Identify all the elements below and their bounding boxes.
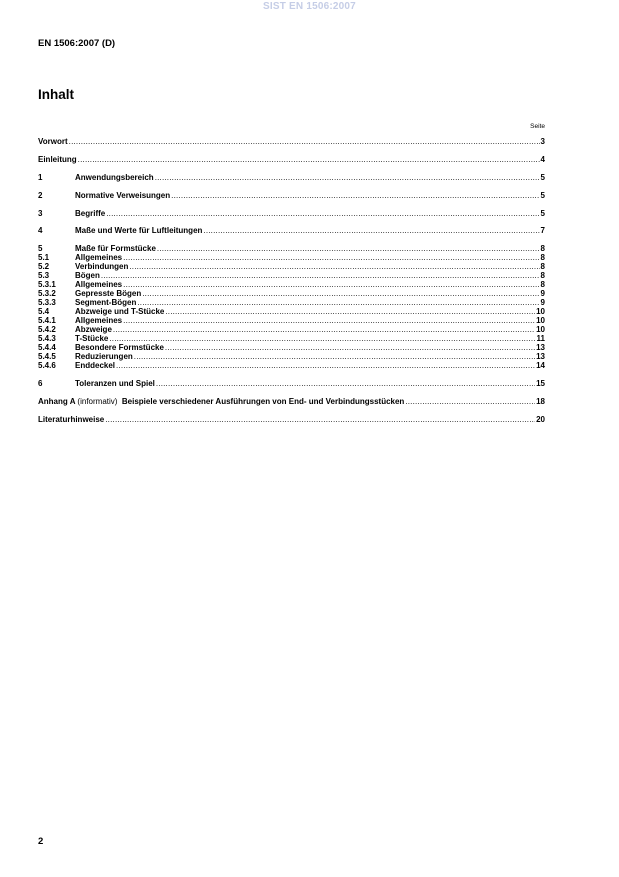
toc-entry-annex-title: Beispiele verschiedener Ausführungen von End- und Verbindungsstücken [121, 397, 405, 407]
toc-entry-number: 5.4.2 [38, 325, 56, 335]
toc-entry-page: 11 [536, 334, 545, 344]
dot-leader [142, 289, 539, 298]
toc-entry[interactable] [38, 361, 545, 370]
dot-leader [165, 343, 535, 352]
toc-entry-number: 3 [38, 208, 43, 218]
toc-entry-title-text: T-Stücke [75, 334, 109, 344]
toc-entry-title-text: Toleranzen und Spiel [75, 379, 155, 389]
dot-leader [129, 262, 539, 271]
toc-entry-page: 20 [536, 415, 545, 425]
toc-entry[interactable] [38, 244, 545, 253]
toc-entry[interactable] [38, 173, 545, 182]
toc-entry-title-text: Normative Verweisungen [75, 190, 171, 200]
toc-entry-number: 1 [38, 172, 43, 182]
toc-entry[interactable] [38, 137, 545, 146]
toc-entry-number: 5.4 [38, 307, 50, 317]
toc-entry-page: 3 [540, 137, 545, 146]
toc-entry-number: 5 [38, 244, 43, 254]
toc-entry-title [38, 415, 104, 424]
watermark: SIST EN 1506:2007 [263, 1, 356, 12]
dot-leader [134, 352, 535, 361]
toc-entry-title [75, 226, 202, 235]
toc-entry-title-text: Abzweige [75, 325, 112, 335]
toc-entry-title [38, 397, 404, 406]
toc-entry-title-text: Anhang A [38, 397, 76, 407]
toc-entry-title [38, 137, 68, 146]
toc-entry-title [75, 361, 115, 370]
toc-entry-title-text: Allgemeines [75, 253, 123, 263]
toc-entry-page: 9 [540, 298, 545, 308]
toc-entry-title [75, 298, 136, 307]
toc-entry-number: 5.3.1 [38, 280, 56, 290]
toc-entry-number: 5.4.6 [38, 361, 56, 371]
dot-leader [101, 271, 540, 280]
page-title: Inhalt [38, 87, 74, 102]
dot-leader [123, 253, 539, 262]
toc-entry-title [75, 316, 122, 325]
table-of-contents [38, 137, 545, 424]
toc-entry-number: 5.4.3 [38, 334, 56, 344]
dot-leader [157, 244, 540, 253]
toc-entry-page: 9 [540, 289, 545, 299]
toc-entry-title [75, 253, 122, 262]
dot-leader [106, 209, 539, 218]
dot-leader [116, 361, 535, 370]
toc-entry-page: 8 [540, 244, 545, 254]
dot-leader [69, 137, 540, 146]
toc-entry-title [75, 173, 154, 182]
dot-leader [165, 307, 535, 316]
toc-entry-title-text: Begriffe [75, 208, 106, 218]
toc-entry[interactable] [38, 325, 545, 334]
toc-entry-page: 10 [536, 307, 545, 317]
toc-entry-title-text: Vorwort [38, 137, 68, 146]
toc-entry-title-text: Verbindungen [75, 262, 129, 272]
toc-entry-page: 13 [536, 352, 545, 362]
toc-entry-title-text: Maße und Werte für Luftleitungen [75, 226, 203, 236]
toc-entry-title-text: Gepresste Bögen [75, 289, 142, 299]
toc-entry-page: 7 [540, 226, 545, 236]
toc-entry[interactable] [38, 155, 545, 164]
toc-entry-page: 8 [540, 271, 545, 281]
toc-entry-title [75, 307, 164, 316]
toc-entry-number: 5.3.2 [38, 289, 56, 299]
document-id: EN 1506:2007 (D) [38, 38, 116, 49]
toc-entry-number: 5.3.3 [38, 298, 56, 308]
toc-entry[interactable] [38, 253, 545, 262]
toc-entry-page: 13 [536, 343, 545, 353]
toc-entry-page: 5 [540, 208, 545, 218]
toc-entry-title [75, 289, 141, 298]
dot-leader [123, 280, 539, 289]
dot-leader [113, 325, 535, 334]
toc-entry-title-text: Maße für Formstücke [75, 244, 156, 254]
toc-entry-title [75, 343, 164, 352]
toc-entry-number: 2 [38, 190, 43, 200]
toc-entry-number: 4 [38, 226, 43, 236]
toc-entry-title-text: Allgemeines [75, 316, 123, 326]
dot-leader [78, 155, 540, 164]
toc-entry-page: 5 [540, 190, 545, 200]
toc-entry-number: 6 [38, 379, 43, 389]
toc-entry[interactable] [38, 271, 545, 280]
dot-leader [137, 298, 539, 307]
toc-entry[interactable] [38, 343, 545, 352]
toc-entry-title [75, 280, 122, 289]
toc-entry-title-text: Reduzierungen [75, 352, 133, 362]
toc-entry-title-text: Enddeckel [75, 361, 116, 371]
dot-leader [123, 316, 535, 325]
toc-entry-page: 5 [540, 172, 545, 182]
toc-entry-title [75, 271, 100, 280]
dot-leader [171, 191, 539, 200]
toc-entry[interactable] [38, 334, 545, 343]
toc-entry-title-text: Besondere Formstücke [75, 343, 164, 353]
toc-entry-annex-type: (informativ) [77, 397, 118, 407]
toc-entry-title [75, 262, 128, 271]
toc-entry-title-text: Abzweige und T-Stücke [75, 307, 165, 317]
toc-entry-title [75, 325, 112, 334]
toc-entry-title [38, 155, 77, 164]
dot-leader [155, 173, 540, 182]
toc-entry-page: 15 [536, 379, 545, 389]
toc-entry-page: 8 [540, 253, 545, 263]
toc-entry-title [75, 379, 155, 388]
dot-leader [105, 415, 535, 424]
dot-leader [109, 334, 535, 343]
toc-entry-page: 18 [536, 397, 545, 407]
toc-entry[interactable] [38, 298, 545, 307]
toc-entry-title [75, 191, 170, 200]
toc-entry[interactable] [38, 397, 545, 406]
toc-entry[interactable] [38, 209, 545, 218]
toc-entry-title [75, 334, 108, 343]
toc-entry-page: 4 [540, 154, 545, 164]
toc-entry[interactable] [38, 415, 545, 424]
toc-entry[interactable] [38, 226, 545, 235]
toc-entry-title [75, 352, 133, 361]
toc-entry-page: 10 [536, 316, 545, 326]
toc-entry-title-text: Allgemeines [75, 280, 123, 290]
toc-entry[interactable] [38, 289, 545, 298]
toc-entry-number: 5.1 [38, 253, 50, 263]
toc-entry[interactable] [38, 379, 545, 388]
toc-entry-number: 5.4.5 [38, 352, 56, 362]
toc-entry-number: 5.4.4 [38, 343, 56, 353]
toc-entry-title [75, 244, 156, 253]
toc-entry[interactable] [38, 280, 545, 289]
toc-entry[interactable] [38, 352, 545, 361]
dot-leader [203, 226, 539, 235]
toc-entry-page: 8 [540, 280, 545, 290]
toc-entry-title-text: Einleitung [38, 154, 77, 164]
toc-entry-title-text: Bögen [75, 271, 100, 281]
toc-entry-number: 5.4.1 [38, 316, 56, 326]
toc-entry-number: 5.3 [38, 271, 50, 281]
toc-entry-title-text: Anwendungsbereich [75, 172, 154, 182]
toc-entry-number: 5.2 [38, 262, 50, 272]
dot-leader [156, 379, 535, 388]
toc-entry-title-text: Segment-Bögen [75, 298, 137, 308]
toc-entry-page: 8 [540, 262, 545, 272]
toc-entry-title-text: Literaturhinweise [38, 415, 105, 425]
toc-entry[interactable] [38, 307, 545, 316]
dot-leader [405, 397, 535, 406]
toc-entry-title [75, 209, 105, 218]
toc-entry[interactable] [38, 316, 545, 325]
toc-entry-page: 14 [536, 361, 545, 371]
toc-entry[interactable] [38, 262, 545, 271]
toc-entry-page: 10 [536, 325, 545, 335]
toc-entry[interactable] [38, 191, 545, 200]
page-number: 2 [38, 836, 44, 847]
page-column-label: Seite [530, 123, 545, 130]
